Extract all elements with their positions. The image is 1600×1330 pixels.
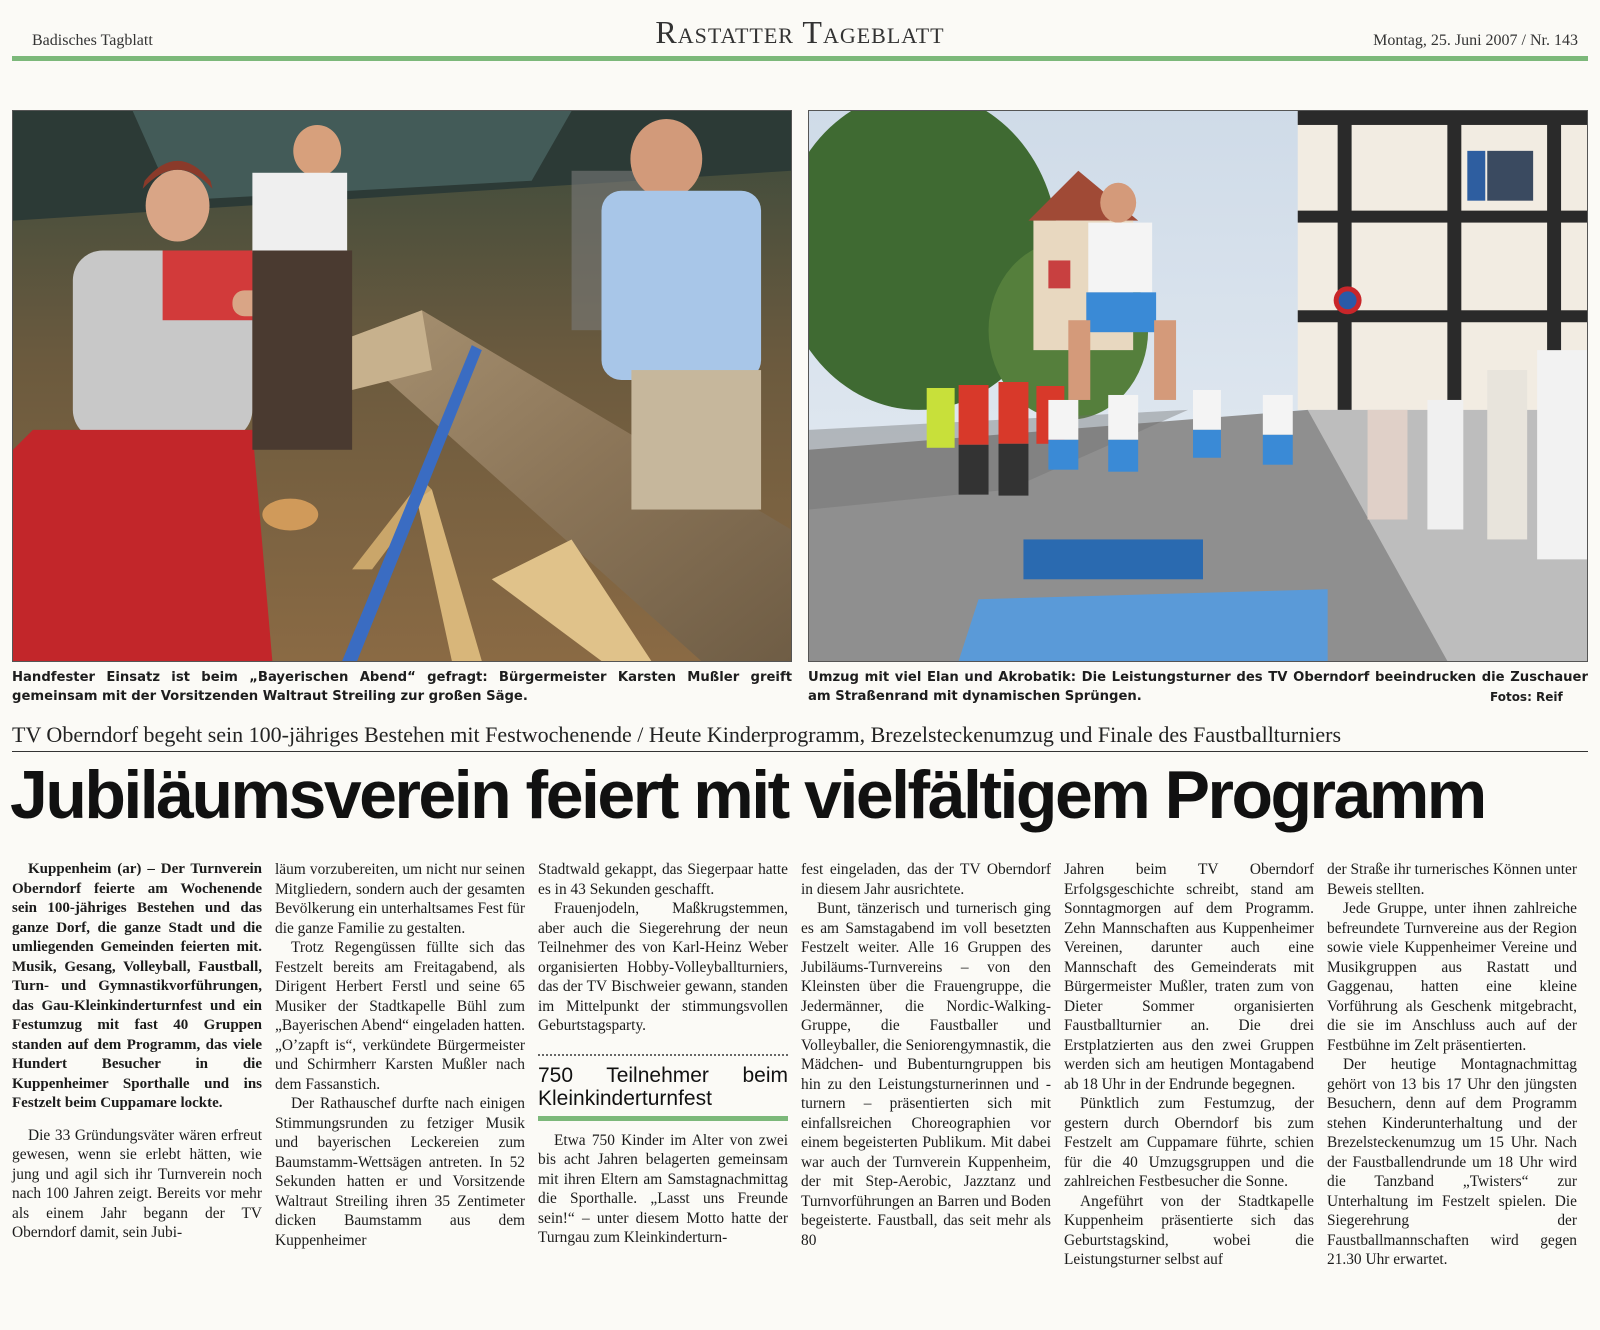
kicker-rule [12, 751, 1588, 752]
article-paragraph: Der heutige Montagnachmittag gehört von 13 bis 17 Uhr den jüngsten Besuchern, denn auf dem Programm stehen Kinderunterhaltung und der Brezelsteckenumzug um 15 Uhr. Nach der Faustballendrunde um 18 Uhr wird die Tanzband „Twisters“ zur Unterhaltung im Festzelt spielen. Die Siegerehrung der Faustballmannschaften wird gegen 21.30 Uhr erwartet. [1327, 1056, 1577, 1268]
article-paragraph: läum vorzubereiten, um nicht nur seinen Mitgliedern, sondern auch der gesamten Bevölkerung ein unterhaltsames Fest für die ganze Familie zu gestalten. [275, 861, 525, 937]
photo-log-sawing [12, 110, 792, 662]
masthead [12, 10, 1588, 62]
article-column-5 [1064, 860, 1314, 1270]
article-headline: Jubiläumsverein feiert mit vielfältigem Programm [10, 757, 1485, 833]
issue-date: Montag, 25. Juni 2007 / Nr. 143 [1373, 32, 1578, 49]
article-subhead: 750 Teilnehmer beim Kleinkinderturnfest [538, 1063, 788, 1110]
photo-log-sawing-image [13, 111, 791, 661]
article-paragraph: Jede Gruppe, unter ihnen zahlreiche befreundete Turnvereine aus der Region sowie viele Kuppenheimer Vereine und Musikgruppen aus Rastatt und Gaggenau, hatten eine kleine Vorführung als Geschenk mitgebracht, die sie im Anschluss auch auf der Festbühne im Zelt präsentierten. [1327, 900, 1577, 1054]
photo-caption-parade: Umzug mit viel Elan und Akrobatik: Die Leistungsturner des TV Oberndorf beeindrucken die Zuschauer am Straßenrand mit dynamischen Sprüngen. [808, 670, 1588, 704]
article-paragraph: Angeführt von der Stadtkapelle Kuppenheim präsentierte sich das Geburtstagskind, wobei die Leistungsturner selbst auf [1064, 1192, 1314, 1268]
newspaper-title: Rastatter Tageblatt [655, 14, 945, 50]
article-column-2 [275, 860, 525, 1250]
photo-parade-acrobatics-image [809, 111, 1587, 661]
article-paragraph: Stadtwald gekappt, das Siegerpaar hatte es in 43 Sekunden geschafft. [538, 861, 788, 898]
article-paragraph: fest eingeladen, das der TV Oberndorf in diesem Jahr ausrichtete. [801, 861, 1051, 898]
article-column-4 [801, 860, 1051, 1250]
article-lead: Kuppenheim (ar) – Der Turnverein Oberndorf feierte am Wochenende sein 100-jähriges Bestehen und das ganze Dorf, die ganze Stadt und die umliegenden Gemeinden feierten mit. Musik, Gesang, Volleyball, Faustball, Turn- und Gymnastikvorführungen, das Gau-Kleinkinderturnfest und ein Festumzug mit fast 40 Gruppen standen auf dem Programm, das viele Hundert Besucher in die Kuppenheimer Sporthalle und ins Festzelt beim Cuppamare lockte. [12, 861, 262, 1111]
article-paragraph: Trotz Regengüssen füllte sich das Festzelt bereits am Freitagabend, als Dirigent Herbert Ferstl und seine 65 Musiker der Stadtkapelle Bühl zum „Bayerischen Abend“ eingeladen hatten. „O’zapft is“, verkündete Bürgermeister und Schirmherr Karsten Mußler nach dem Fassanstich. [275, 939, 525, 1093]
article-column-3 [538, 860, 788, 1248]
article-paragraph: Jahren beim TV Oberndorf Erfolgsgeschichte schreibt, stand am Sonntagmorgen auf dem Programm. Zehn Mannschaften aus Kuppenheimer Vereinen, darunter auch eine Mannschaft des Gemeinderats mit Bürgermeister Mußler, traten zum von Dieter Sommer organisierten Faustballturnier an. Die drei Erstplatzierten aus den zwei Gruppen werden sich am heutigen Montagabend ab 18 Uhr in der Endrunde begegnen. [1064, 861, 1314, 1093]
article-paragraph: Die 33 Gründungsväter wären erfreut gewesen, wenn sie erlebt hätten, wie jung und agil sich ihr Turnverein noch nach 100 Jahren zeigt. Bereits vor mehr als einem Jahr begann der TV Oberndorf damit, sein Jubi- [12, 1126, 262, 1241]
photo-caption-log-sawing: Handfester Einsatz ist beim „Bayerischen Abend“ gefragt: Bürgermeister Karsten Mußler greift gemeinsam mit der Vorsitzenden Waltraut Streiling zur großen Säge. [12, 670, 792, 704]
photo-credit: Fotos: Reif [1490, 690, 1563, 704]
masthead-rule [12, 56, 1588, 61]
subhead-rule [538, 1116, 788, 1121]
article-kicker: TV Oberndorf begeht sein 100-jähriges Bestehen mit Festwochenende / Heute Kinderprogramm, Brezelsteckenumzug und Finale des Faustballturniers [12, 722, 1342, 747]
article-paragraph: Bunt, tänzerisch und turnerisch ging es am Samstagabend im voll besetzten Festzelt weiter. Alle 16 Gruppen des Jubiläums-Turnvereins – von den Kleinsten über die Frauengruppe, die Jedermänner, die Nordic-Walking-Gruppe, die Faustballer und Volleyballer, die Seniorengymnastik, die Mädchen- und Bubenturngruppen bis hin zu den Leistungsturnerinnen und -turnern – präsentierten sich mit einfallsreichen Choreographien vor einem begeisterten Publikum. Mit dabei war auch der Turnverein Kuppenheim, der mit Step-Aerobic, Jazztanz und Turnvorführungen an Barren und Boden begeisterte. Faustball, das seit mehr als 80 [801, 900, 1051, 1249]
section-divider [538, 1054, 788, 1056]
article-paragraph: Etwa 750 Kinder im Alter von zwei bis acht Jahren belagerten gemeinsam mit ihren Eltern am Samstagnachmittag die Sporthalle. „Lasst uns Freunde sein!“ – unter diesem Motto hatte der Turngau zum Kleinkinderturn- [538, 1131, 788, 1246]
article-column-6 [1327, 860, 1577, 1270]
article-paragraph: der Straße ihr turnerisches Können unter Beweis stellten. [1327, 861, 1578, 898]
article-paragraph: Frauenjodeln, Maßkrugstemmen, aber auch die Siegerehrung der neun Teilnehmer des von Karl-Heinz Weber organisierten Hobby-Volleyballturniers, das der TV Bischweier gewann, standen im Mittelpunkt der stimmungsvollen Geburtstagsparty. [538, 900, 788, 1034]
article-paragraph: Der Rathauschef durfte nach einigen Stimmungsrunden zu fetziger Musik und bayerischen Leckereien zum Baumstamm-Wettsägen antreten. In 52 Sekunden hatten er und Vorsitzende Waltraut Streiling ihren 35 Zentimeter dicken Baumstamm aus dem Kuppenheimer [275, 1095, 525, 1249]
article-column-1 [12, 860, 262, 1243]
article-paragraph: Pünktlich zum Festumzug, der gestern durch Oberndorf bis zum Festzelt am Cuppamare führte, schien für die 40 Umzugsgruppen und die zahlreichen Festbesucher die Sonne. [1064, 1095, 1314, 1190]
photo-parade-acrobatics [808, 110, 1588, 662]
publisher-name: Badisches Tagblatt [32, 32, 153, 49]
